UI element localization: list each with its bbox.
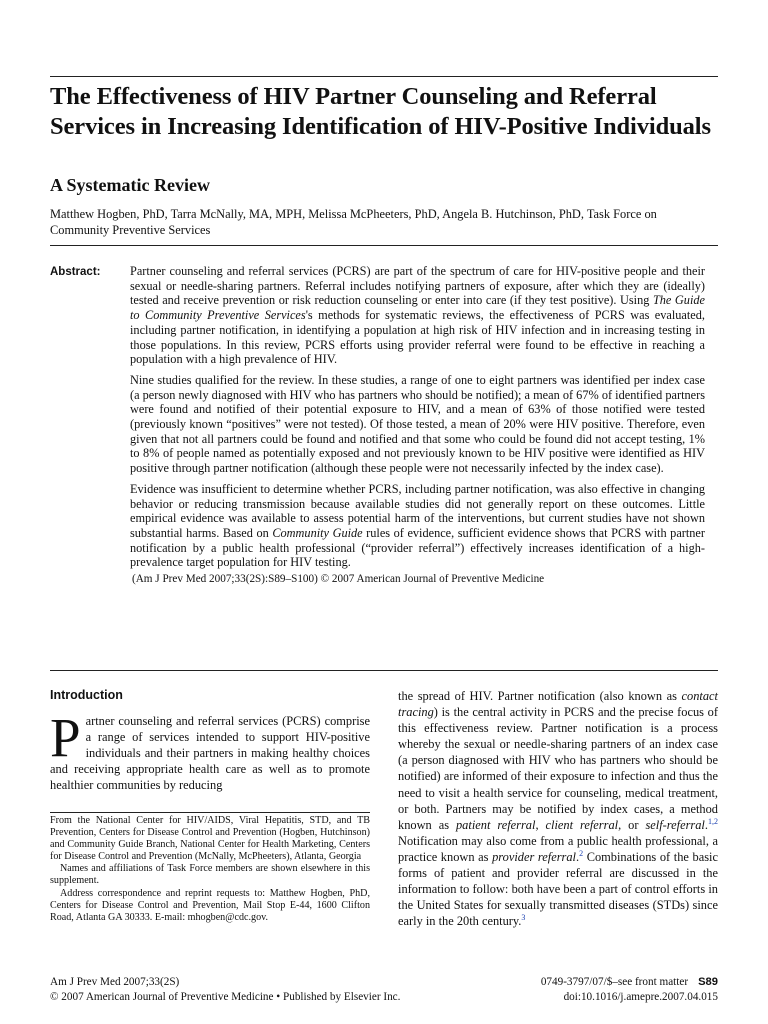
abstract-body bbox=[130, 264, 705, 587]
body-text: ) is the central activity in PCRS and the precise focus of this effectiveness review. Partner notification is a process whereby the sexual or needle-sharing partners of an index case (a person diagnosed with HIV who has partners who should be notified) are informed of their exposure to infection and thus the need to visit a health service for counseling, medical treatment, or both. Partners may be notified by index cases, a method known as bbox=[398, 705, 718, 832]
body-text: Notification may also come from a public health professional, a practice known as bbox=[398, 833, 718, 864]
body-text: , bbox=[535, 817, 546, 832]
abstract-text: 's methods for systematic reviews, the effectiveness of PCRS was evaluated, including partner notification, in identifying a population at high risk of HIV infection and in increasing testing in those populations. In this review, PCRS efforts using provider referral were found to be effective in reaching a population with a high prevalence of HIV. bbox=[130, 308, 705, 367]
intro-paragraph bbox=[50, 707, 370, 793]
body-text: . bbox=[575, 849, 580, 864]
copyright-line: © 2007 American Journal of Preventive Medicine • Published by Elsevier Inc. bbox=[50, 990, 401, 1003]
term-italic: patient referral bbox=[455, 817, 536, 832]
article-title: The Effectiveness of HIV Partner Counseling and Referral Services in Increasing Identification of HIV-Positive Individuals bbox=[50, 83, 711, 140]
journal-citation: Am J Prev Med 2007;33(2S) bbox=[50, 976, 180, 988]
body-text: Combinations of the basic forms of patient and provider referral are discussed in the information to follow: both have been a part of control efforts in the United States for sexually transmitted diseases (STDs) since early in the 20th century. bbox=[398, 849, 718, 929]
article-page bbox=[50, 0, 718, 1024]
abstract-text: rules of evidence, sufficient evidence shows that PCRS with partner notification by a public health professional (“provider referral”) effectively increases identification of a high-prevalence target population for HIV testing. bbox=[130, 525, 705, 570]
intro-text: artner counseling and referral services (PCRS) comprise a range of services intended to support HIV-positive individuals and their partners in making healthy choices and receiving appropriate health care as well as to promote healthier communities by reducing bbox=[50, 714, 370, 793]
term-italic: client referral bbox=[545, 817, 619, 832]
abstract-rule bbox=[50, 670, 718, 671]
footnote-affiliation: From the National Center for HIV/AIDS, Viral Hepatitis, STD, and TB Prevention, Centers for Disease Control and Prevention (Hogben, Hutchinson) and Community Guide Branch, National Center for Health Marketing, Centers for Disease Control and Prevention (McNally, McPheeters), Atlanta, Georgia bbox=[50, 815, 370, 863]
right-column bbox=[398, 688, 718, 929]
issn-line: 0749-3797/07/$–see front matter bbox=[540, 976, 689, 988]
author-list: Matthew Hogben, PhD, Tarra McNally, MA, MPH, Melissa McPheeters, PhD, Angela B. Hutchinson, PhD, Task Force on Community Preventive Services bbox=[50, 207, 657, 237]
page-number: S89 bbox=[698, 976, 718, 988]
doi-line: doi:10.1016/j.amepre.2007.04.015 bbox=[563, 990, 718, 1003]
term-italic: contact tracing bbox=[398, 689, 718, 720]
abstract-text: Partner counseling and referral services (PCRS) are part of the spectrum of care for HIV-positive people and their sexual or needle-sharing partners. Referral includes notifying partners of exposure, after which they are (ideally) tested and receive prevention or risk reduction counseling or enter into care (if they test positive). Using bbox=[130, 264, 705, 308]
footnote-task-force: Names and affiliations of Task Force members are shown elsewhere in this supplement. bbox=[50, 863, 370, 887]
term-italic: provider referral bbox=[492, 849, 576, 864]
abstract-text: Evidence was insufficient to determine whether PCRS, including partner notification, was also effective in changing behavior or reducing transmission because available studies did not generally report on these outcomes. Little empirical evidence was available to assess potential harm of the interventions, but current studies have not shown substantial harms. Based on bbox=[130, 481, 705, 540]
footnote-rule bbox=[50, 812, 370, 813]
body-text: , or bbox=[618, 817, 646, 832]
body-text: . bbox=[704, 817, 708, 832]
guide-title: Community Guide bbox=[272, 525, 363, 540]
reference-link[interactable]: 1,2 bbox=[707, 816, 718, 826]
header-rule bbox=[50, 245, 718, 246]
article-subtitle: A Systematic Review bbox=[50, 175, 210, 195]
term-italic: self-referral bbox=[645, 817, 705, 832]
abstract-paragraph: Nine studies qualified for the review. In these studies, a range of one to eight partners was identified per index case (a person newly diagnosed with HIV who has partners who should be notified); a mean of 67% of identified partners were found and notified of their potential exposure to HIV, and a mean of 63% of those notified were tested (previously known “positives” were not tested). Of those tested, a mean of 20% were HIV positive. Therefore, even given that not all partners could be found and notified and that some who could be found did not accept testing, 1% to 8% of people named as potentially exposed and not previously known to be HIV positive were identified as HIV positive through partner notification (although these people were not necessarily infected by the index case). bbox=[130, 372, 705, 476]
section-heading-introduction: Introduction bbox=[50, 688, 123, 702]
left-column bbox=[50, 688, 370, 793]
abstract-paragraph bbox=[130, 482, 705, 570]
reference-link[interactable]: 2 bbox=[579, 848, 584, 858]
footnote-correspondence: Address correspondence and reprint requests to: Matthew Hogben, PhD, Centers for Disease Control and Prevention, Mail Stop E-44, 1600 Clifton Road, Atlanta GA 30333. E-mail: mhogben@cdc.gov. bbox=[50, 887, 370, 923]
body-text: the spread of HIV. Partner notification (also known as bbox=[398, 689, 682, 703]
drop-cap: P bbox=[50, 707, 81, 768]
footnotes bbox=[50, 815, 370, 924]
top-rule bbox=[50, 76, 718, 77]
footer-left bbox=[50, 975, 400, 1004]
abstract-label: Abstract: bbox=[50, 266, 101, 278]
abstract-paragraph bbox=[130, 264, 705, 367]
footer-right bbox=[541, 975, 718, 1004]
guide-title: The Guide to Community Preventive Services bbox=[130, 293, 705, 323]
reference-link[interactable]: 3 bbox=[521, 913, 526, 923]
abstract-citation: (Am J Prev Med 2007;33(2S):S89–S100) © 2007 American Journal of Preventive Medicine bbox=[132, 573, 545, 586]
